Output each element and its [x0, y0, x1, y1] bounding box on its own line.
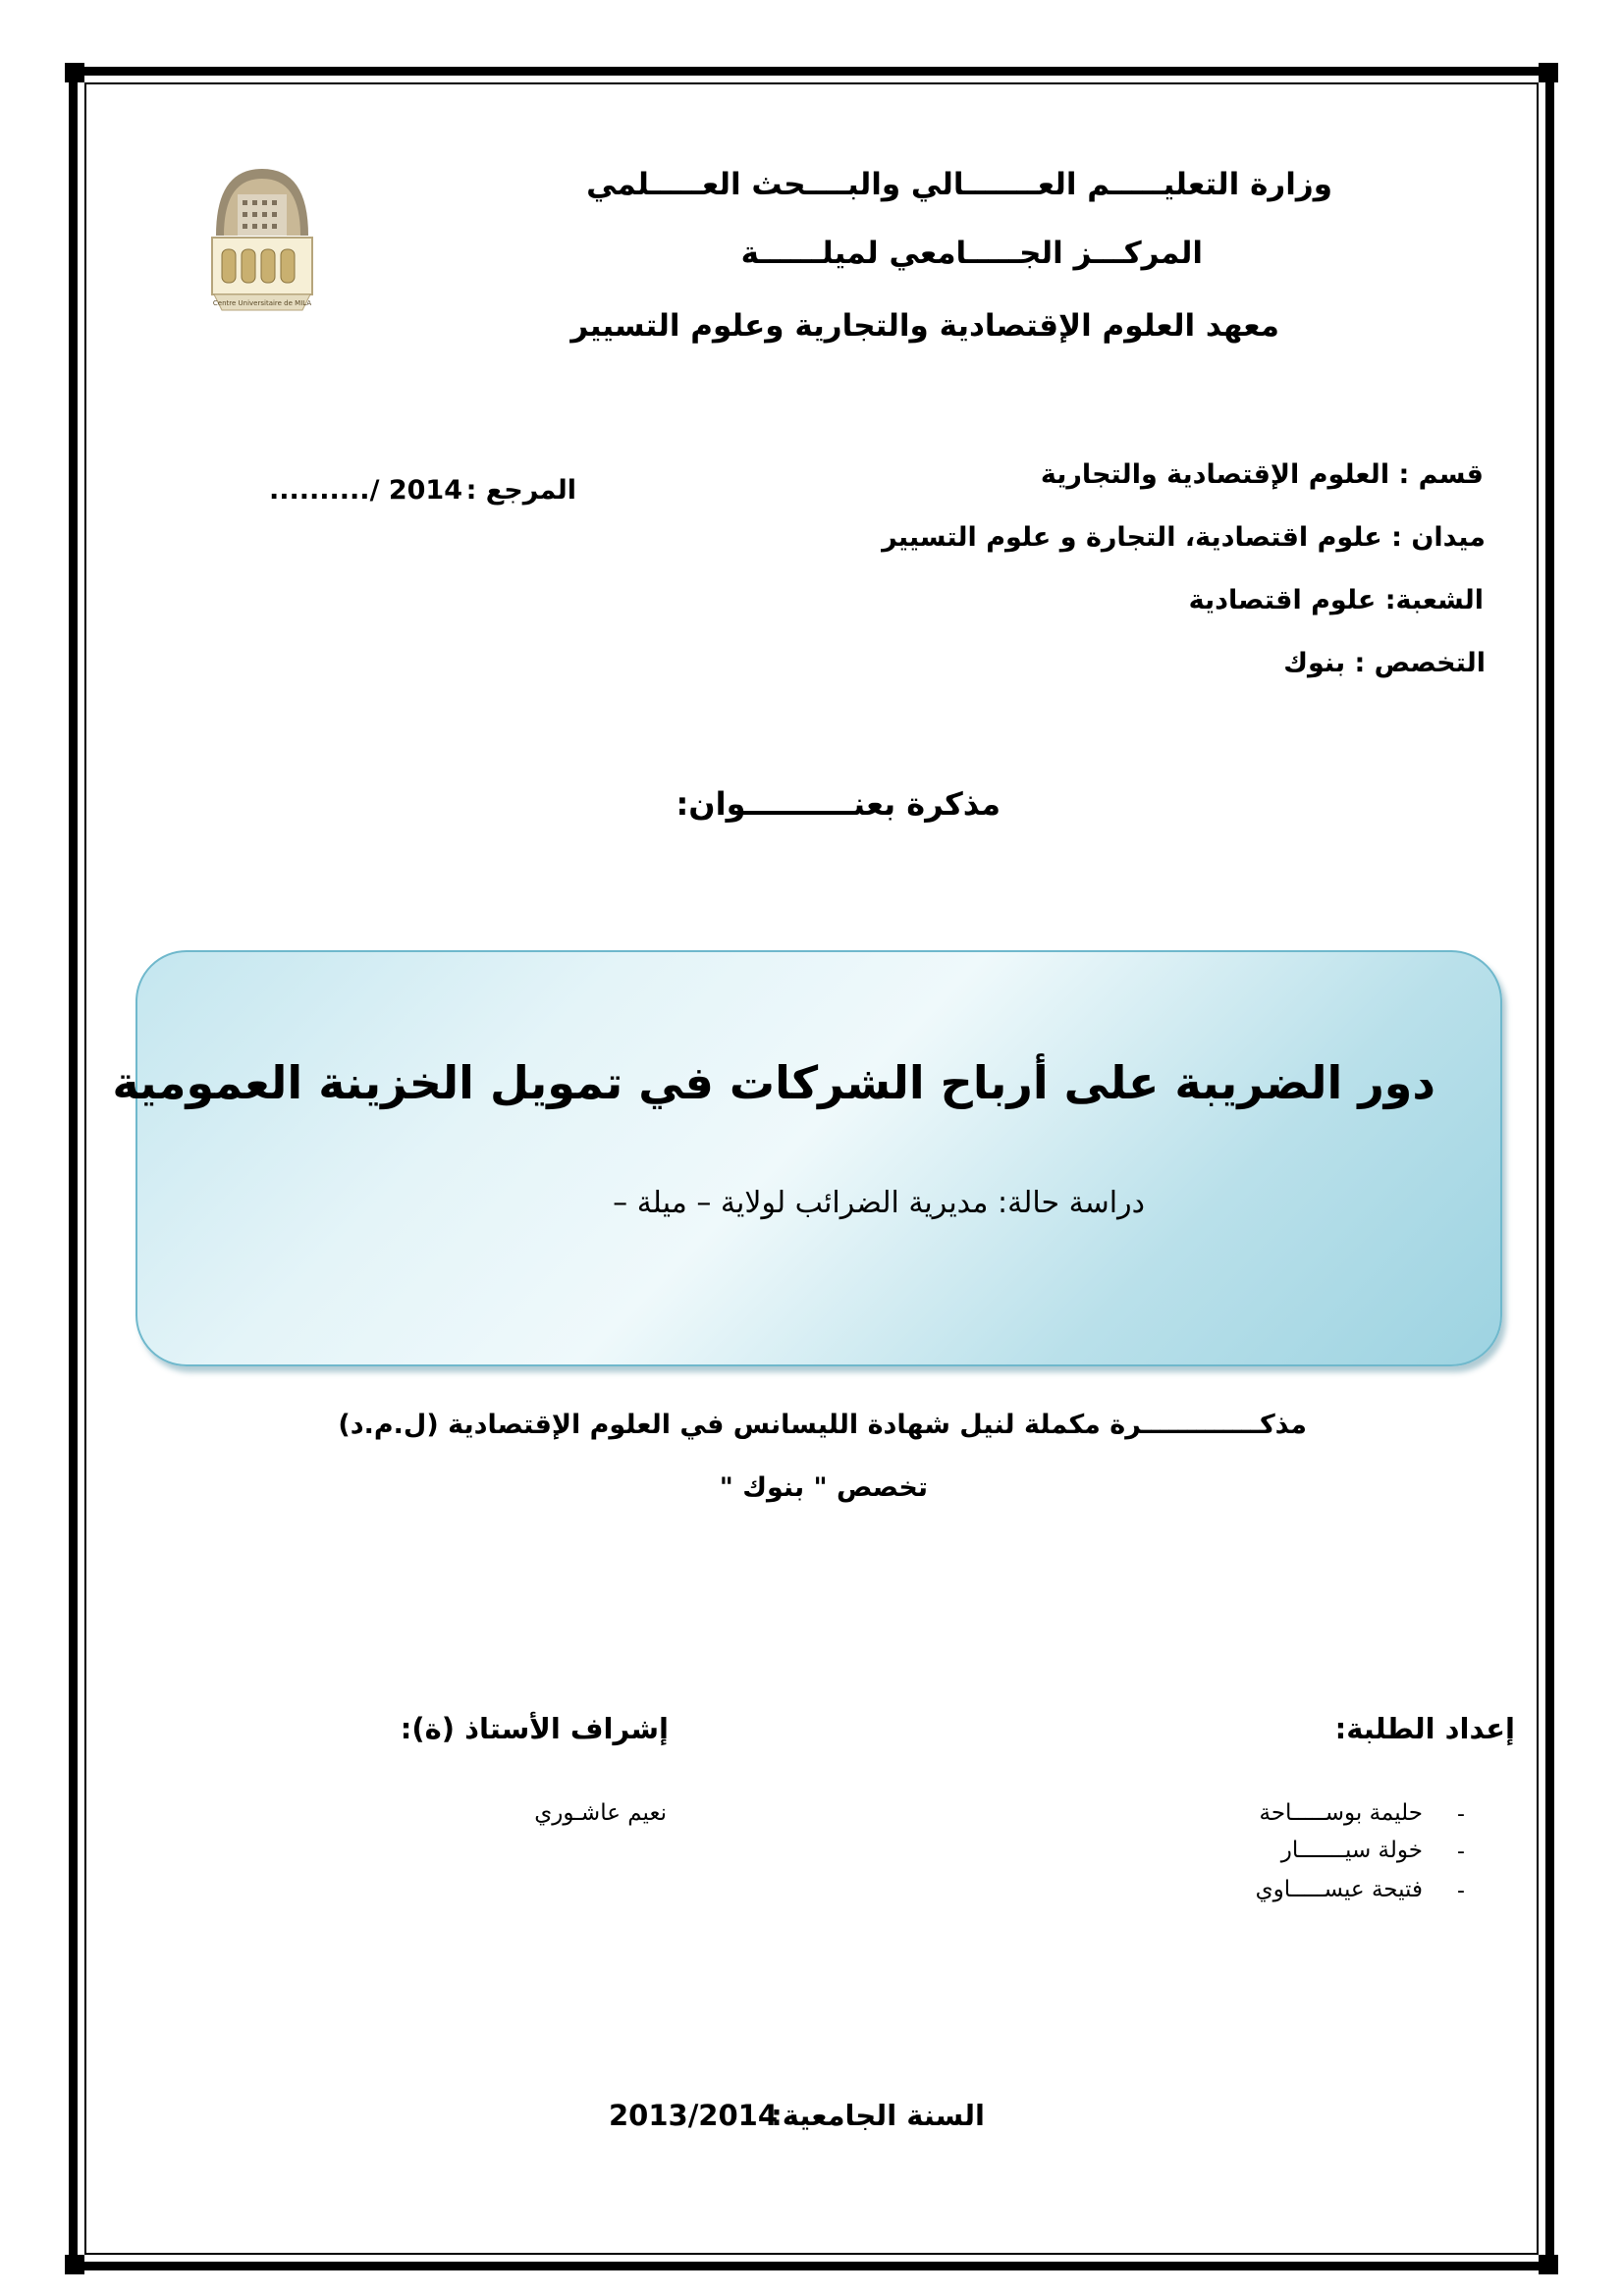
institute-name: معهد العلوم الإقتصادية والتجارية وعلوم التسيير — [570, 308, 1279, 344]
supervisor-label: إشراف الأستاذ (ة): — [400, 1712, 669, 1745]
bullet-dash: - — [1457, 1840, 1465, 1864]
department-line: قسم : العلوم الإقتصادية والتجارية — [1040, 459, 1484, 490]
academic-year-label: السنة الجامعية: — [771, 2099, 985, 2132]
degree-line: مذكـــــــــــــرة مكملة لنيل شهادة الليسانس في العلوم الإقتصادية (ل.م.د) — [338, 1410, 1307, 1440]
border-corner — [1539, 2255, 1558, 2274]
students-label: إعداد الطلبة: — [1334, 1712, 1515, 1745]
title-box — [112, 950, 1502, 1366]
supervisor-name: نعيم عاشـوري — [534, 1800, 667, 1826]
university-logo — [208, 165, 316, 314]
student-name: حليمة بوســـــاحة — [1259, 1800, 1423, 1826]
border-corner — [1539, 63, 1558, 82]
memo-title-label: مذكرة بعنــــــــــوان: — [676, 785, 1001, 823]
reference-value: ........../ 2014 — [269, 475, 462, 506]
reference-label: المرجع : — [465, 475, 576, 506]
academic-year-value: 2013/2014 — [609, 2099, 779, 2132]
specialty-quote-line: تخصص " بنوك " — [719, 1472, 928, 1503]
border-corner — [65, 63, 84, 82]
specialty-line: التخصص : بنوك — [1283, 648, 1486, 678]
university-center-name: المركـــز الجـــــامعي لميلــــــة — [740, 236, 1203, 271]
student-name: فتيحة عيســـــاوي — [1255, 1877, 1423, 1902]
logo-caption: Centre Universitaire de MILA — [212, 299, 312, 307]
bullet-dash: - — [1457, 1802, 1465, 1827]
case-study-subtitle: دراسة حالة: مديرية الضرائب لولاية – ميلة – — [613, 1186, 1145, 1220]
student-name: خولة سيـــــــار — [1280, 1838, 1423, 1863]
bullet-dash: - — [1457, 1879, 1465, 1903]
field-line: ميدان : علوم اقتصادية، التجارة و علوم التسيير — [882, 522, 1486, 553]
ministry-name: وزارة التعليـــــم العـــــــالي والبــــحث العـــــلمي — [586, 167, 1332, 202]
branch-line: الشعبة: علوم اقتصادية — [1188, 585, 1484, 615]
border-corner — [65, 2255, 84, 2274]
thesis-title: دور الضريبة على أرباح الشركات في تمويل الخزينة العمومية — [112, 1056, 1435, 1109]
